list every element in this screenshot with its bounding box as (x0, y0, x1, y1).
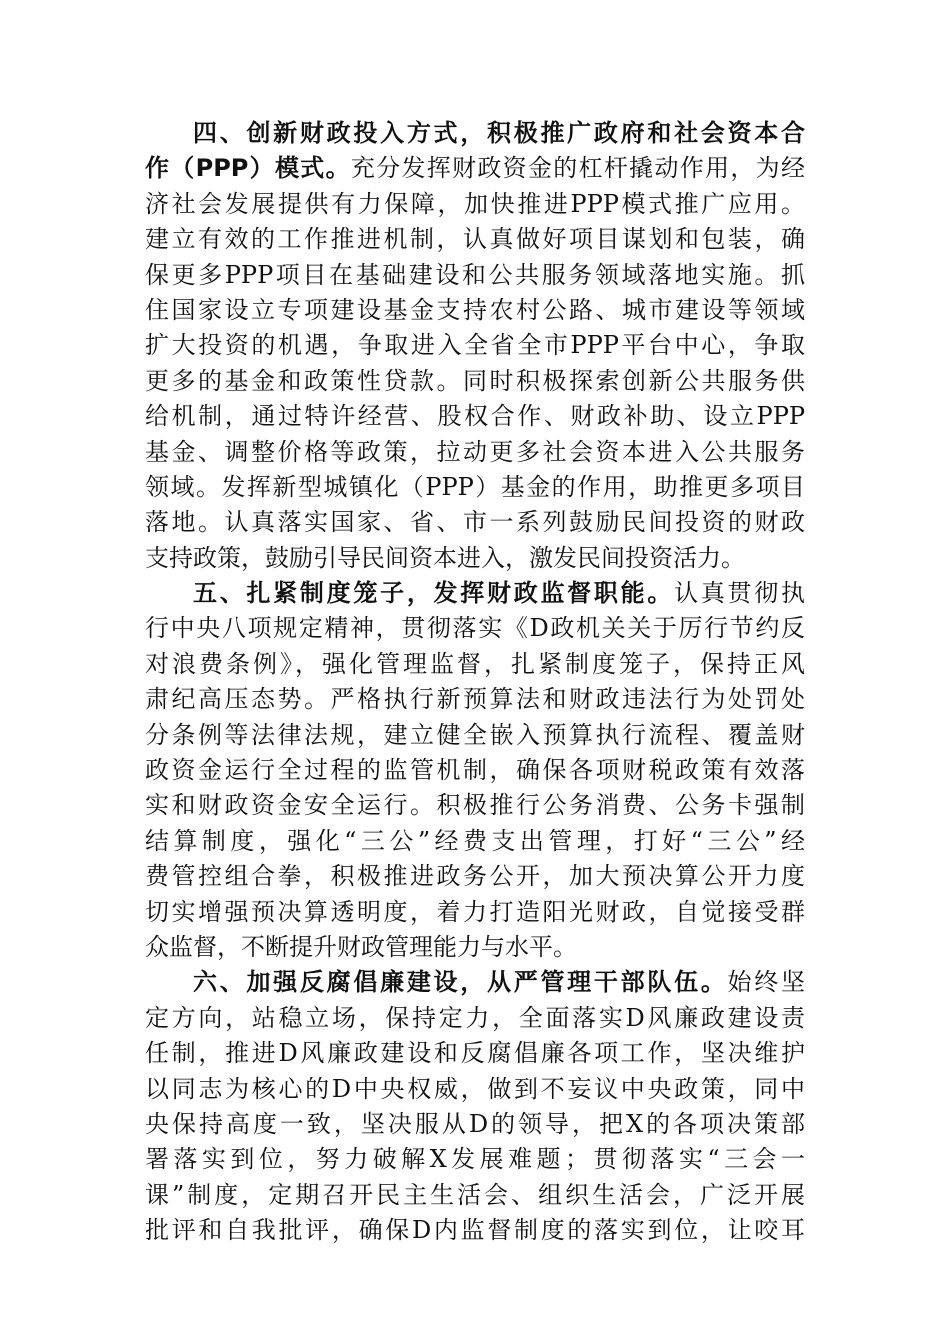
text-line: 任制，推进D风廉政建设和反腐倡廉各项工作，坚决维护 (145, 1039, 805, 1068)
text-line: 费管控组合拳，积极推进政务公开，加大预决算公开力度 (145, 862, 805, 891)
text-line: 保更多PPP项目在基础建设和公共服务领域落地实施。抓 (145, 260, 805, 289)
section-5-heading: 五、扎紧制度笼子，发挥财政监督职能。 (193, 579, 675, 608)
section-6-heading: 六、加强反腐倡廉建设，从严管理干部队伍。 (193, 968, 728, 997)
document-body (145, 116, 805, 1249)
text-line (145, 576, 805, 611)
text-line: 实和财政资金安全运行。积极推行公务消费、公务卡强制 (145, 791, 805, 820)
text-line: 支持政策，鼓励引导民间资本进入，激发民间投资活力。 (145, 543, 745, 572)
text-line: 切实增强预决算透明度，着力打造阳光财政，自觉接受群 (145, 897, 805, 926)
text-line: 肃纪高压态势。严格执行新预算法和财政违法行为处罚处 (145, 685, 805, 714)
text-line: 给机制，通过特许经营、股权合作、财政补助、设立PPP (145, 402, 805, 431)
text-line: 分条例等法律法规，建立健全嵌入预算执行流程、覆盖财 (145, 720, 805, 749)
paragraph-section-6 (145, 965, 805, 1248)
text-line: 对浪费条例》，强化管理监督，扎紧制度笼子，保持正风 (145, 649, 805, 678)
text-line: 落地。认真落实国家、省、市一系列鼓励民间投资的财政 (145, 508, 805, 537)
text-line (145, 151, 805, 186)
text-line: 结算制度，强化“三公”经费支出管理，打好“三公”经 (145, 826, 805, 855)
text-line (145, 965, 805, 1000)
text-line: 政资金运行全过程的监管机制，确保各项财税政策有效落 (145, 756, 805, 785)
text-line: 基金、调整价格等政策，拉动更多社会资本进入公共服务 (145, 437, 805, 466)
text-line: 行中央八项规定精神，贯彻落实《D政机关关于厉行节约反 (145, 614, 805, 643)
text-line: 课”制度，定期召开民主生活会、组织生活会，广泛开展 (145, 1180, 805, 1209)
paragraph-section-4 (145, 116, 805, 576)
text-fragment: 充分发挥财政资金的杠杆撬动作用，为经 (350, 154, 805, 183)
text-line: 更多的基金和政策性贷款。同时积极探索创新公共服务供 (145, 366, 805, 395)
text-line: 建立有效的工作推进机制，认真做好项目谋划和包装，确 (145, 225, 805, 254)
paragraph-section-5 (145, 576, 805, 965)
text-fragment: 认真贯彻执 (674, 579, 806, 608)
section-4-heading: 四、创新财政投入方式，积极推广政府和社会资本合 (193, 119, 805, 147)
text-line: 央保持高度一致，坚决服从D的领导，把X的各项决策部 (145, 1109, 805, 1138)
text-line: 领域。发挥新型城镇化（PPP）基金的作用，助推更多项目 (145, 472, 805, 501)
text-line: 扩大投资的机遇，争取进入全省全市PPP平台中心，争取 (145, 331, 805, 360)
text-line: 署落实到位，努力破解X发展难题；贯彻落实“三会一 (145, 1145, 805, 1174)
text-line: 众监督，不断提升财政管理能力与水平。 (145, 932, 577, 961)
section-4-heading-end: 作（PPP）模式。 (145, 154, 351, 183)
text-fragment: 始终坚 (727, 968, 806, 997)
text-line: 定方向，站稳立场，保持定力，全面落实D风廉政建设责 (145, 1003, 805, 1032)
text-line: 济社会发展提供有力保障，加快推进PPP模式推广应用。 (145, 189, 805, 218)
text-line: 住国家设立专项建设基金支持农村公路、城市建设等领域 (145, 295, 805, 324)
text-line: 批评和自我批评，确保D内监督制度的落实到位，让咬耳 (145, 1216, 805, 1245)
text-line: 以同志为核心的D中央权威，做到不妄议中央政策，同中 (145, 1074, 805, 1103)
